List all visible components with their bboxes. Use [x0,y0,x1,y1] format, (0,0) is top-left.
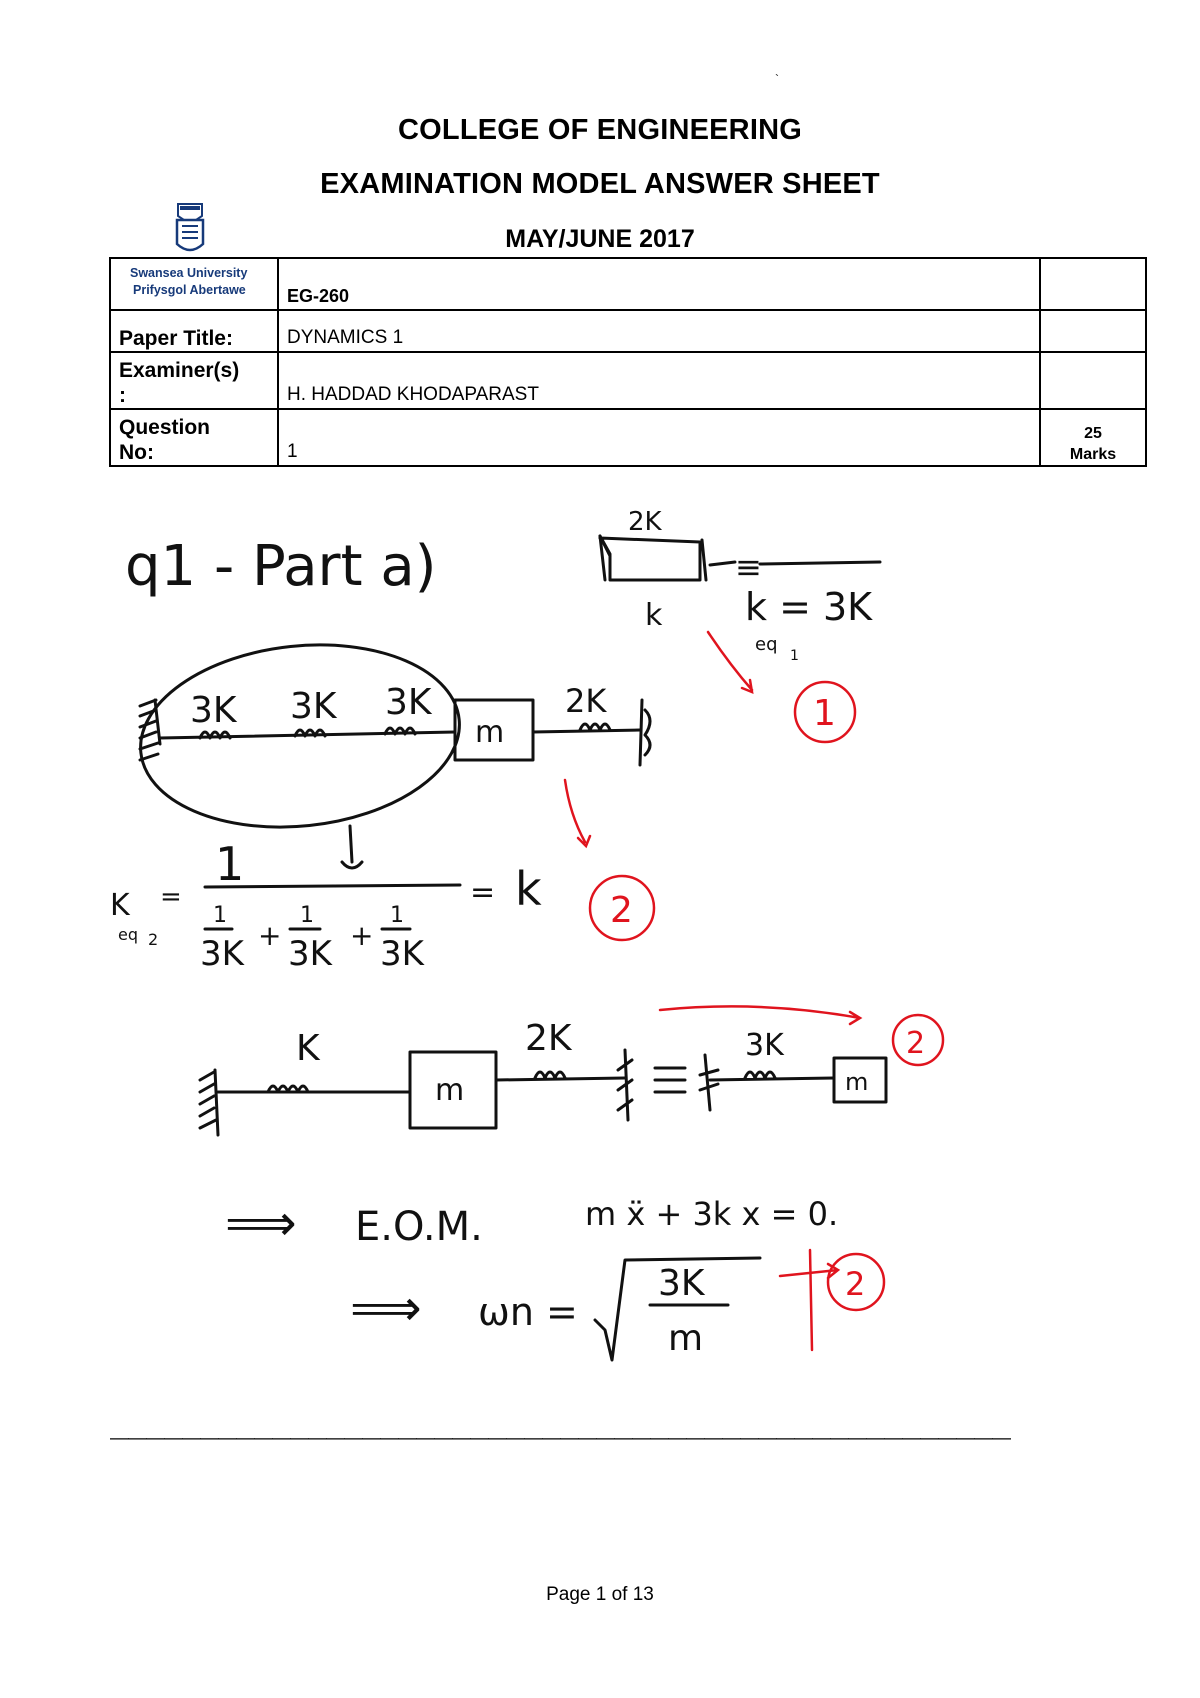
denominator-2-numerator: 1 [300,903,314,928]
keq1-subscript: eq [755,634,778,655]
mark-value-1: 1 [813,693,836,734]
marks-label: Marks [1069,446,1117,463]
page-number: Page 1 of 13 [546,1584,654,1605]
denominator-plus-2: + [350,919,374,952]
denominator-1-term: 3K [200,934,244,974]
equiv-wall-sketch [700,1055,718,1110]
parallel-top-spring-label: 2K [628,507,662,537]
exam-session: MAY/JUNE 2017 [505,225,695,253]
mark-value-2: 2 [610,890,633,931]
omega-label: ωn = [478,1290,578,1334]
equiv-symbol-1: ≡ [735,548,762,586]
keq2-index: 2 [148,930,159,949]
marking-arrow-3 [660,1006,860,1024]
series-spring-1-label: 3K [190,690,237,731]
eom-equation: m ẍ + 3k x = 0. [585,1195,839,1233]
keq2-label: K [110,888,130,923]
marks-value: 25 [1084,425,1102,442]
series-spring-3-label: 3K [385,682,432,723]
right-spring-label: 2K [565,682,607,720]
logo-text-welsh: Prifysgol Abertawe [133,283,246,297]
series-spring-2-label: 3K [290,686,337,727]
mass-label-1: m [475,715,505,750]
keq1-index: 1 [790,648,799,664]
mass-label-3: m [845,1068,869,1096]
keq2-equals-right: = [470,875,496,910]
marking-arrow-1 [708,632,752,692]
eom-label: E.O.M. [355,1204,483,1250]
omega-numerator: 3K [658,1263,705,1304]
examiner-label: Examiner(s) [119,359,240,382]
omega-denominator: m [668,1318,704,1359]
keq2-subscript: eq [118,925,138,944]
denominator-plus-1: + [258,919,282,952]
part-heading: q1 - Part a) [125,534,437,599]
eom-arrow: ⟹ [225,1194,297,1252]
mark-value-4: 2 [845,1265,866,1303]
logo-text-english: Swansea University [130,266,248,280]
denominator-1-numerator: 1 [213,903,227,928]
question-number: 1 [287,441,298,462]
denominator-2-term: 3K [288,934,332,974]
system2-left-spring-label: K [296,1028,320,1069]
section-divider: —————————————————————————————————————————————————— [110,1428,1010,1449]
sheet-title: EXAMINATION MODEL ANSWER SHEET [320,168,880,200]
question-label-no: No: [119,441,154,464]
examiner-value: H. HADDAD KHODAPARAST [287,384,539,405]
right-wall-2-sketch [618,1050,632,1120]
right-wall-sketch [640,700,650,765]
denominator-3-numerator: 1 [390,903,404,928]
examiner-label-colon: : [119,384,126,407]
keq2-result: k [515,862,542,916]
paper-title-label: Paper Title: [110,310,278,352]
mass-label-2: m [435,1073,465,1108]
fraction-numerator: 1 [215,837,245,891]
stray-tick-mark: ` [775,72,779,86]
system2-equiv-spring-label: 3K [745,1028,784,1063]
module-code: EG-260 [287,286,350,306]
question-label: Question [119,416,211,439]
mark-value-3: 2 [906,1026,926,1061]
parallel-bottom-spring-label: k [645,598,663,633]
keq2-equals-left: = [160,882,182,912]
marking-arrow-4 [780,1250,838,1350]
denominator-3-term: 3K [380,934,424,974]
equiv-stiffness-1: k = 3K [745,585,873,629]
omega-arrow: ⟹ [350,1279,422,1337]
paper-title-value: DYNAMICS 1 [287,327,404,348]
parallel-spring-sketch [600,536,700,580]
college-heading: COLLEGE OF ENGINEERING [398,114,802,146]
left-wall-2-sketch [200,1070,218,1135]
marking-arrow-2 [565,780,590,846]
system2-right-spring-label: 2K [525,1018,572,1059]
